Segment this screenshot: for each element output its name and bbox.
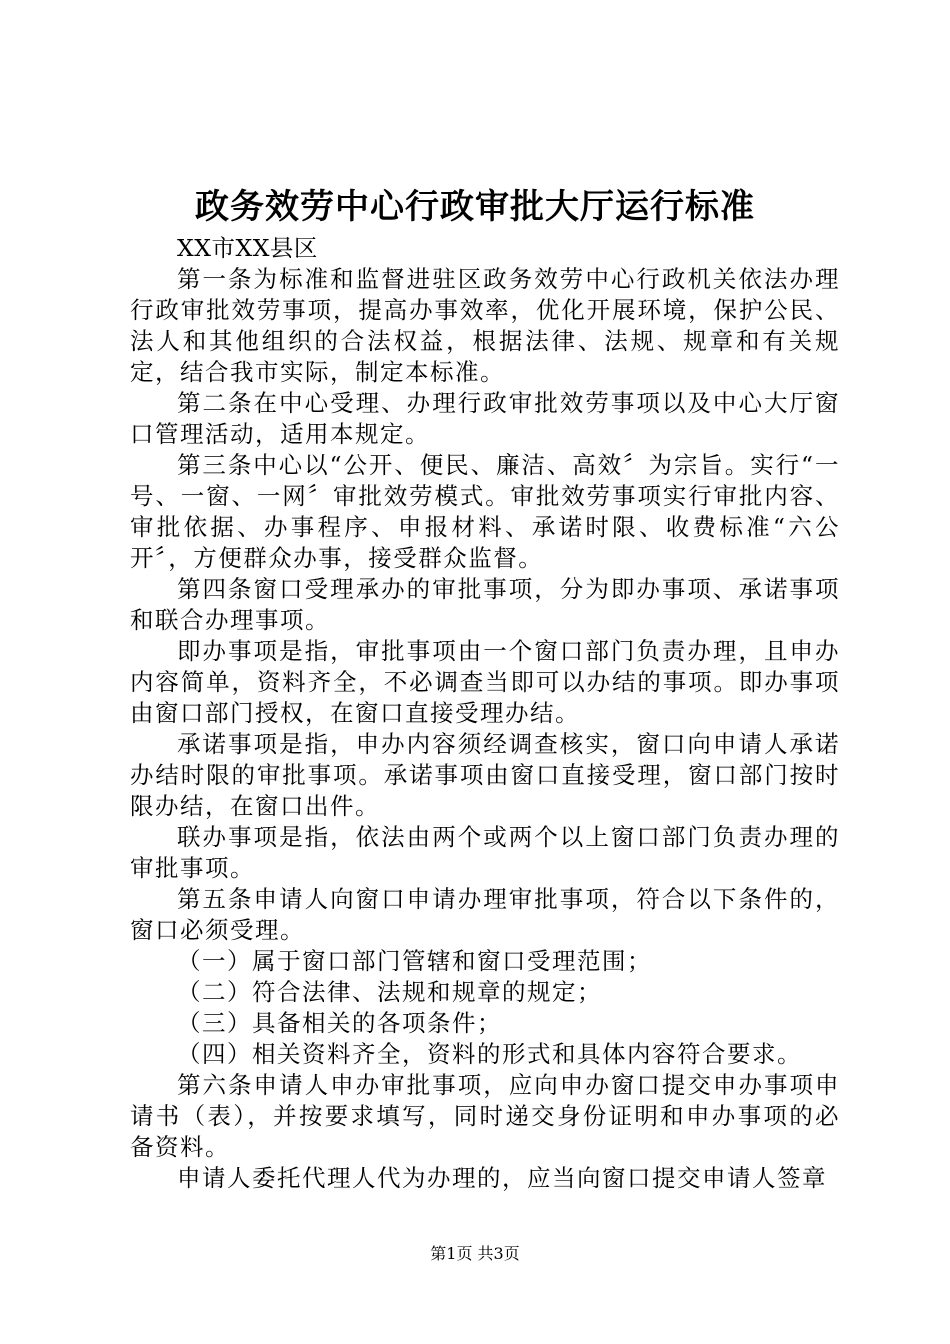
document-title: 政务效劳中心行政审批大厅运行标准 bbox=[195, 187, 755, 227]
list-item-condition-4: （四）相关资料齐全，资料的形式和具体内容符合要求。 bbox=[177, 1040, 802, 1068]
paragraph-immediate-items: 即办事项是指，审批事项由一个窗口部门负责办理，且申办内容简单，资料齐全，不必调查当即可以办结的事项。即办事项由窗口部门授权，在窗口直接受理办结。 bbox=[130, 637, 840, 727]
paragraph-article-6: 第六条申请人申办审批事项，应向申办窗口提交申办事项申请书（表），并按要求填写，同时递交身份证明和申办事项的必备资料。 bbox=[130, 1071, 840, 1161]
paragraph-joint-items: 联办事项是指，依法由两个或两个以上窗口部门负责办理的审批事项。 bbox=[130, 823, 840, 882]
region-line: XX市XX县区 bbox=[177, 234, 318, 262]
list-item-condition-2: （二）符合法律、法规和规章的规定； bbox=[177, 978, 602, 1006]
paragraph-delegation: 申请人委托代理人代为办理的，应当向窗口提交申请人签章 bbox=[177, 1164, 827, 1192]
list-item-condition-1: （一）属于窗口部门管辖和窗口受理范围； bbox=[177, 947, 652, 975]
paragraph-article-1: 第一条为标准和监督进驻区政务效劳中心行政机关依法办理行政审批效劳事项，提高办事效率，优化开展环境，保护公民、法人和其他组织的合法权益，根据法律、法规、规章和有关规定，结合我市实际，制定本标准。 bbox=[130, 265, 840, 386]
paragraph-promised-items: 承诺事项是指，申办内容须经调查核实，窗口向申请人承诺办结时限的审批事项。承诺事项由窗口直接受理，窗口部门按时限办结，在窗口出件。 bbox=[130, 730, 840, 820]
paragraph-article-4: 第四条窗口受理承办的审批事项，分为即办事项、承诺事项和联合办理事项。 bbox=[130, 575, 840, 634]
list-item-condition-3: （三）具备相关的各项条件； bbox=[177, 1009, 502, 1037]
document-body bbox=[130, 233, 840, 1194]
paragraph-article-3: 第三条中心以“公开、便民、廉洁、高效〞为宗旨。实行“一号、一窗、一网〞审批效劳模式。审批效劳事项实行审批内容、审批依据、办事程序、申报材料、承诺时限、收费标准“六公开〞，方便群众办事，接受群众监督。 bbox=[130, 451, 840, 572]
paragraph-article-5: 第五条申请人向窗口申请办理审批事项，符合以下条件的，窗口必须受理。 bbox=[130, 885, 840, 944]
paragraph-article-2: 第二条在中心受理、办理行政审批效劳事项以及中心大厅窗口管理活动，适用本规定。 bbox=[130, 389, 840, 448]
page-footer: 第1页 共3页 bbox=[430, 1244, 520, 1263]
